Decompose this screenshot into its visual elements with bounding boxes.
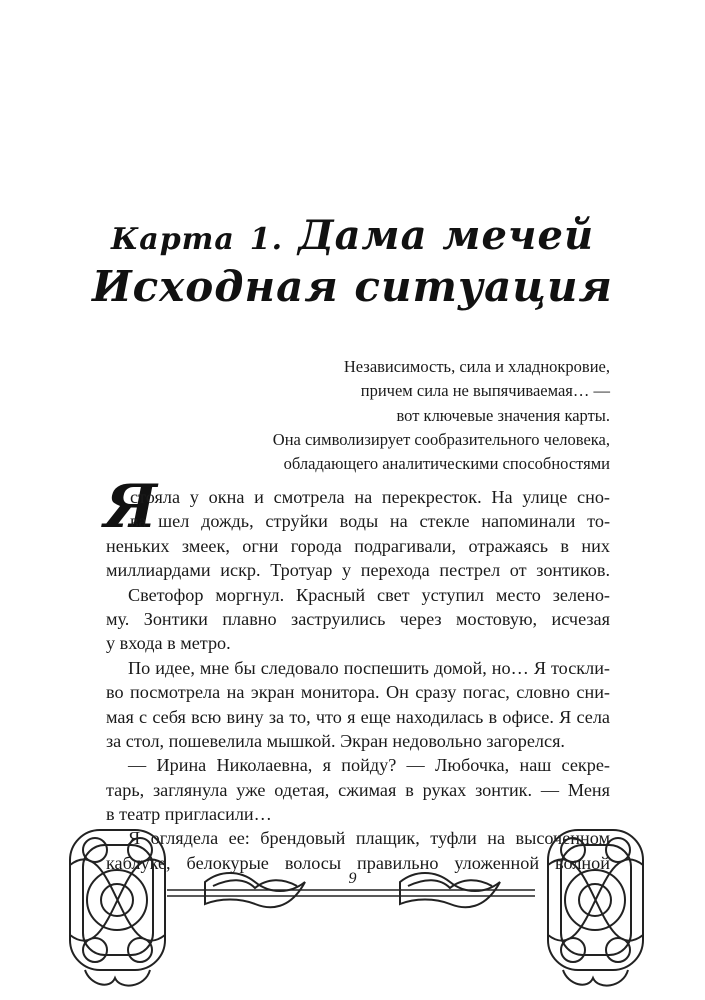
text-line: каблуке, белокурые волосы правильно уложенной волной [106, 852, 610, 873]
celtic-knot-ornament [55, 820, 653, 995]
right-knot-icon [548, 830, 643, 986]
text-line: Светофор моргнул. Красный свет уступил место зелено- [128, 584, 610, 605]
epigraph-line: вот ключевые значения карты. [396, 405, 610, 425]
epigraph-line: причем сила не выпячиваемая… — [360, 381, 610, 401]
text-line: стояла у окна и смотрела на перекресток. На улице сно- [130, 487, 610, 507]
epigraph [190, 355, 610, 476]
epigraph-line: Она символизирует сообразительного человека, [272, 429, 610, 449]
text-line: Я оглядела ее: брендовый плащик, туфли на высоченном [128, 828, 610, 849]
epigraph-line: обладающего аналитическими способностями [283, 454, 610, 474]
text-line: По идее, мне бы следовало поспешить домой, но… Я тоскли- [128, 657, 610, 678]
card-label: Карта [110, 222, 235, 257]
text-line: мая с себя всю вину за то, что я еще находилась в офисе. Я села [106, 706, 610, 727]
left-knot-icon [70, 830, 165, 986]
card-number: 1. [249, 222, 284, 257]
text-line: му. Зонтики плавно заструились через мостовую, исчезая [106, 608, 610, 629]
body-text [106, 485, 610, 875]
text-line: неньких змеек, огни города подрагивали, отражаясь в них [106, 535, 610, 556]
chapter-subtitle: Исходная ситуация [92, 262, 613, 311]
text-line: во посмотрела на экран монитора. Он сразу погас, словно сни- [106, 682, 610, 703]
text-line: за стол, пошевелила мышкой. Экран недовольно загорелся. [106, 730, 565, 751]
text-line: ва шел дождь, струйки воды на стекле напоминали то- [130, 511, 610, 532]
epigraph-line: Независимость, сила и хладнокровие, [343, 357, 610, 376]
chapter-title [0, 212, 705, 259]
text-line: миллиардами искр. Тротуар у перехода пестрел от зонтиков. [106, 560, 610, 581]
text-line: в театр пригласили… [106, 804, 272, 825]
text-line: — Ирина Николаевна, я пойду? — Любочка, наш секре- [128, 755, 610, 776]
card-name: Дама мечей [298, 212, 595, 259]
text-line: у входа в метро. [106, 633, 231, 654]
page-number: 9 [348, 870, 357, 887]
text-line: тарь, заглянула уже одетая, сжимая в руках зонтик. — Меня [106, 779, 610, 800]
drop-cap: Я [104, 472, 157, 542]
